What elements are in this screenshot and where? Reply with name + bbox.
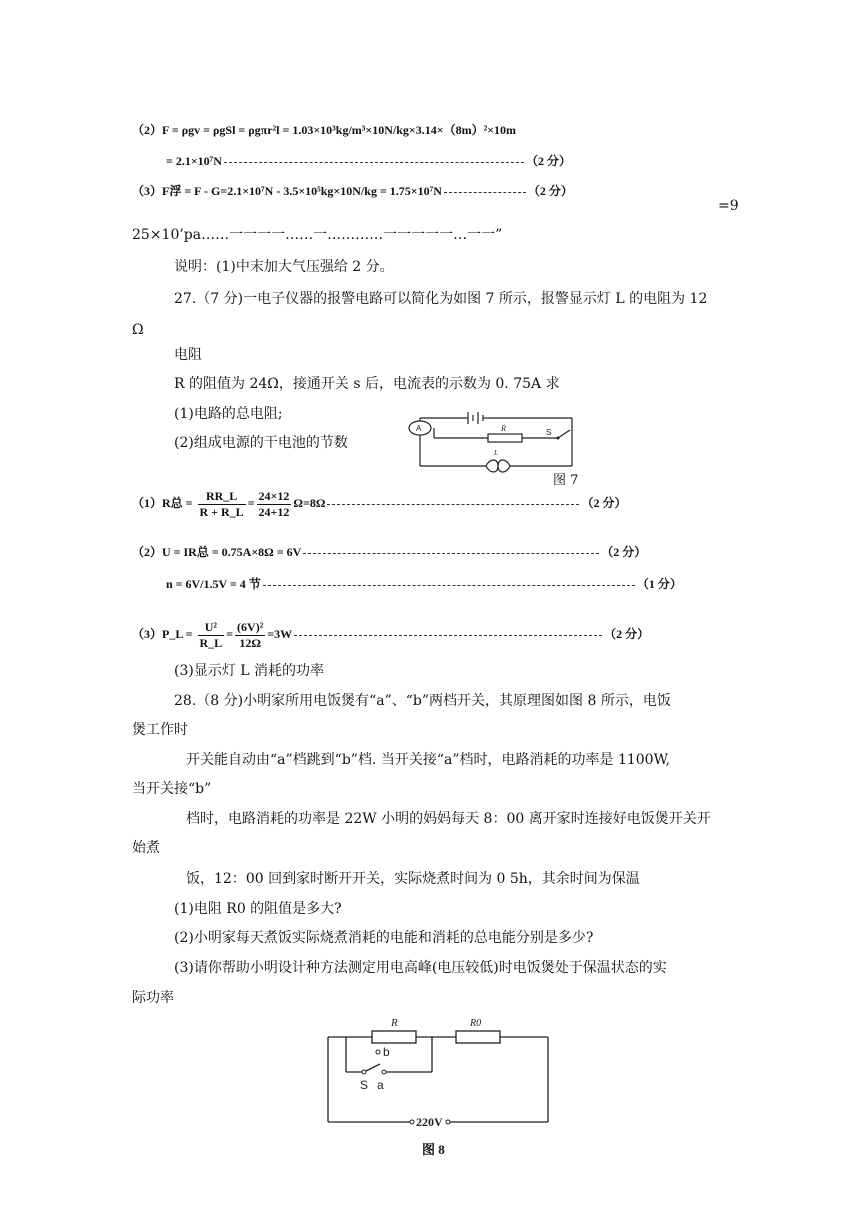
stray-line: 25×10’pa……一一一一……一…………一一一一一…一一” (132, 227, 503, 243)
dash-leader (444, 192, 526, 193)
sol27-p1-score: （2 分） (581, 496, 627, 510)
q28-line4: 当开关接“b” (132, 781, 212, 797)
sol27-p1-prefix: （1）R总 = (132, 496, 193, 510)
fig8-voltage-label: 220V (416, 1115, 443, 1129)
sol26-part2-line1: （2）F = ρgv = ρgSl = ρgπr²l = 1.03×10³kg/m³×10N/kg×3.14×（8m）²×10m (132, 123, 516, 137)
sol26-part3-text: （3）F浮 = F - G=2.1×10⁷N - 3.5×10⁵kg×10N/kg = 1.75×10⁷N (132, 184, 442, 198)
sol26-part2-score: （2 分） (525, 154, 571, 168)
sol27-part2b (166, 575, 682, 593)
q27-line4: R 的阻值为 24Ω，接通开关 s 后，电流表的示数为 0. 75A 求 (174, 376, 560, 392)
q28-line5: 档时，电路消耗的功率是 22W 小明的妈妈每天 8：00 离开家时连接好电饭煲开关开 (186, 811, 711, 827)
q27-sub2: (2)组成电源的干电池的节数 (174, 435, 348, 451)
sol27-p1-fraction2: $\frac{24\times 12}{24+12}$ (258, 488, 290, 519)
fig8-S-label: S (360, 1078, 369, 1092)
sol26-part2-line2 (166, 152, 571, 170)
fig7-resistor-label: R (501, 424, 506, 433)
fig7-lamp-label: L (494, 449, 498, 457)
q27-sub3: (3)显示灯 L 消耗的功率 (174, 663, 325, 679)
fig8-R-label: R (391, 1017, 398, 1029)
dash-leader (224, 162, 524, 163)
q27-line3: 电阻 (174, 347, 202, 363)
fig7-switch-label: S (546, 428, 552, 437)
sol27-p2-score: （2 分） (601, 545, 647, 559)
fig8-b-label: b (383, 1045, 390, 1059)
note-text: 说明：(1)中末加大气压强给 2 分。 (174, 259, 394, 275)
fig8-R0-label: R0 (470, 1018, 482, 1029)
sol26-part3-line (132, 182, 573, 200)
q28-line1: 28.（8 分)小明家所用电饭煲有“a”、“b”两档开关，其原理图如图 8 所示，电饭 (174, 693, 671, 709)
sol27-part3: （3）P_L = $\frac{\text{U²}}{R\_L}$ = $\frac{\text{(6V)²}}{12\Omega}$ =3W （2 分） (132, 619, 650, 650)
fig8-a-label: a (377, 1078, 384, 1092)
sol26-part3-score: （2 分） (527, 184, 573, 198)
figure-7-caption: 图 7 (553, 473, 579, 488)
q27-sub1: (1)电路的总电阻; (174, 406, 283, 422)
lamp-icon (486, 460, 510, 472)
sol27-p3-score: （2 分） (604, 627, 650, 641)
sol27-p2b-score: （1 分） (636, 577, 682, 591)
sol27-p3-prefix: （3）P_L = (132, 627, 193, 641)
dash-leader (303, 553, 599, 554)
q28-line7: 饭，12：00 回到家时断开开关，实际烧煮时间为 0 5h，其余时间为保温 (186, 871, 640, 887)
q27-line2: Ω (132, 322, 144, 338)
sol27-p3-fraction1: $\frac{\text{U²}}{R\_L}$ (199, 619, 223, 650)
sol27-p1-fraction1: $\frac{RR\_L}{R + R\_L}$ (199, 488, 244, 519)
dash-leader (294, 635, 602, 636)
sol27-part2 (132, 543, 646, 561)
dash-leader (327, 504, 579, 505)
sol27-part1: （1）R总 = $\frac{RR\_L}{R + R\_L}$ = $\frac{24\times 12}{24+12}$ Ω=8Ω （2 分） (132, 488, 627, 519)
sol27-p3-fraction2: $\frac{\text{(6V)²}}{12\Omega}$ (237, 619, 264, 650)
q28-sub3b: 际功率 (132, 990, 174, 1006)
q28-line6: 始煮 (132, 840, 160, 856)
q28-sub2: (2)小明家每天煮饭实际烧煮消耗的电能和消耗的总电能分别是多少? (174, 930, 594, 946)
sol27-p2-text: （2）U = IR总 = 0.75A×8Ω = 6V (132, 545, 302, 559)
q27-line1: 27.（7 分)一电子仪器的报警电路可以简化为如图 7 所示，报警显示灯 L 的电阻为 12 (174, 291, 708, 307)
sol27-p2b-text: n = 6V/1.5V = 4 节 (166, 577, 261, 591)
stray-right-text: =9 (718, 198, 739, 214)
q28-line3: 开关能自动由“a”档跳到“b”档. 当开关接“a”档时，电路消耗的功率是 1100W, (186, 752, 670, 768)
q28-sub1: (1)电阻 R0 的阻值是多大? (174, 901, 342, 917)
sol26-part2-result: = 2.1×10⁷N (166, 154, 222, 168)
q28-line2: 煲工作时 (132, 722, 188, 738)
figure-8-caption: 图 8 (422, 1142, 445, 1157)
dash-leader (263, 585, 635, 586)
fig7-ammeter-label: A (416, 424, 422, 433)
q28-sub3: (3)请你帮助小明设计种方法测定用电高峰(电压较低)时电饭煲处于保温状态的实 (174, 960, 667, 976)
figure-8-circuit (320, 1010, 560, 1130)
